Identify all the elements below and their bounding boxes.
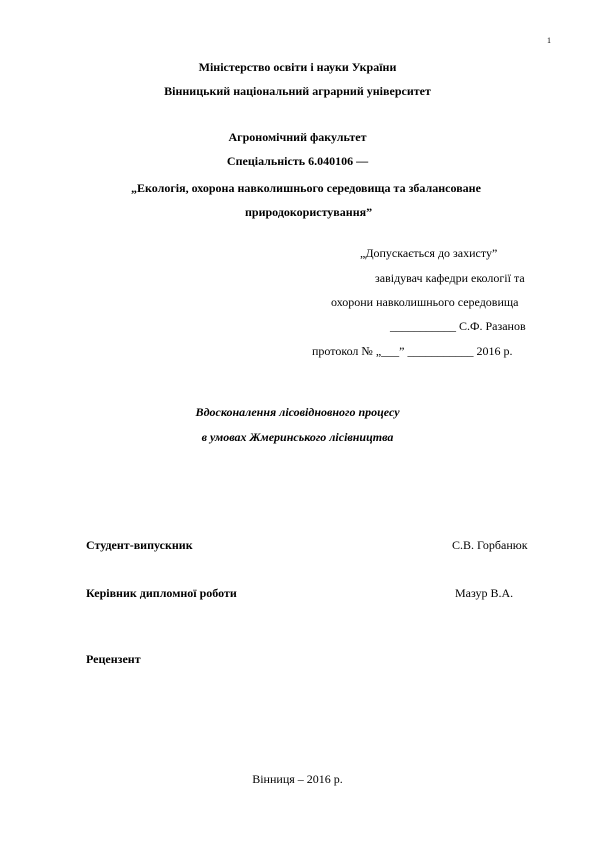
approval-protocol-line: протокол № „___” ___________ 2016 р. [312,344,513,358]
faculty-name: Агрономічний факультет [228,130,367,144]
approval-line-3: охорони навколишнього середовища [331,295,519,309]
approval-signature-line: ___________ С.Ф. Разанов [390,319,526,333]
university-heading: Вінницький національний аграрний університет [164,84,431,98]
supervisor-name: Мазур В.А. [455,586,514,600]
approval-line-1: „Допускається до захисту” [360,246,498,260]
supervisor-label: Керівник дипломної роботи [86,586,237,600]
city-year-footer: Вінниця – 2016 р. [252,772,343,786]
program-line-1: „Екологія, охорона навколишнього середовища та збалансоване [131,181,481,195]
ministry-heading: Міністерство освіти і науки України [198,60,397,74]
approval-line-2: завідувач кафедри екології та [375,271,525,285]
student-name: С.В. Горбанюк [452,538,528,552]
reviewer-label: Рецензент [86,652,141,666]
page-number: 1 [547,36,551,45]
student-label: Студент-випускник [86,538,193,552]
thesis-title-line-2: в умовах Жмеринського лісівництва [201,430,394,444]
thesis-title-line-1: Вдосконалення лісовідновного процесу [195,405,400,419]
specialty-line: Спеціальність 6.040106 — [226,154,369,168]
program-line-2: природокористування” [245,205,373,219]
